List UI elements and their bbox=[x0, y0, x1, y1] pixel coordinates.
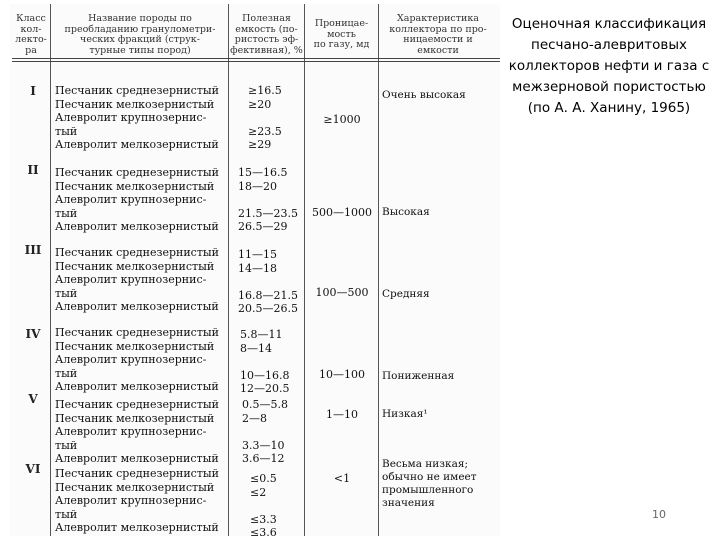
row-class-III: III bbox=[24, 243, 42, 257]
row-class-I: I bbox=[30, 84, 36, 98]
row-porosity: 11—15 14—18 16.8—21.5 20.5—26.5 bbox=[238, 248, 298, 316]
column-divider bbox=[50, 4, 51, 536]
row-porosity: 5.8—11 8—14 10—16.8 12—20.5 bbox=[240, 328, 290, 396]
header-permeability: Проницае- мость по газу, мд bbox=[313, 18, 370, 50]
header-class: Класс кол- лекто- ра bbox=[15, 13, 47, 56]
row-rock-list: Песчаник среднезернистый Песчаник мелкозернистый Алевролит крупнозернис- тый Алевролит мелкозернистый bbox=[55, 246, 220, 314]
page-number: 10 bbox=[652, 508, 666, 521]
row-class-V: V bbox=[28, 392, 38, 406]
header-rule bbox=[12, 58, 500, 59]
row-characteristic: Высокая bbox=[382, 206, 430, 218]
slide-title: Оценочная классификация песчано-алевритовых коллекторов нефти и газа с межзерновой пористостью (по А. А. Ханину, 1965) bbox=[508, 16, 710, 116]
row-characteristic: Пониженная bbox=[382, 370, 455, 382]
row-characteristic: Низкая¹ bbox=[382, 408, 428, 420]
row-rock-list: Песчаник среднезернистый Песчаник мелкозернистый Алевролит крупнозернис- тый Алевролит мелкозернистый bbox=[55, 84, 220, 152]
row-permeability: <1 bbox=[333, 472, 351, 485]
header-porosity: Полезная емкость (по- ристость эф- фективная), % bbox=[230, 13, 303, 56]
row-permeability: ≥1000 bbox=[323, 113, 361, 126]
row-permeability: 1—10 bbox=[326, 408, 358, 421]
header-characteristic: Характеристика коллектора по про- ницаемости и емкости bbox=[389, 13, 487, 56]
row-porosity: ≥16.5 ≥20 ≥23.5 ≥29 bbox=[248, 84, 282, 152]
row-characteristic: Весьма низкая; обычно не имеет промышленного значения bbox=[382, 458, 477, 509]
row-permeability: 500—1000 bbox=[312, 206, 372, 219]
column-divider bbox=[228, 4, 229, 536]
row-class-IV: IV bbox=[25, 327, 41, 341]
row-characteristic: Средняя bbox=[382, 288, 430, 300]
column-divider bbox=[378, 4, 379, 536]
row-characteristic: Очень высокая bbox=[382, 89, 466, 101]
row-permeability: 10—100 bbox=[319, 368, 365, 381]
row-rock-list: Песчаник среднезернистый Песчаник мелкозернистый Алевролит крупнозернис- тый Алевролит мелкозернистый bbox=[55, 166, 220, 234]
row-rock-list: Песчаник среднезернистый Песчаник мелкозернистый Алевролит крупнозернис- тый Алевролит мелкозернистый bbox=[55, 398, 220, 466]
row-permeability: 100—500 bbox=[315, 286, 369, 299]
row-class-VI: VI bbox=[25, 462, 41, 476]
header-rock-name: Название породы по преобладанию гранулометри- ческих фракций (струк- турные типы пород) bbox=[64, 13, 216, 56]
row-porosity: 15—16.5 18—20 21.5—23.5 26.5—29 bbox=[238, 166, 298, 234]
row-rock-list: Песчаник среднезернистый Песчаник мелкозернистый Алевролит крупнозернис- тый Алевролит мелкозернистый bbox=[55, 326, 220, 394]
row-class-II: II bbox=[27, 163, 39, 177]
row-porosity: ≤0.5 ≤2 ≤3.3 ≤3.6 bbox=[250, 472, 277, 540]
row-porosity: 0.5—5.8 2—8 3.3—10 3.6—12 bbox=[242, 398, 288, 466]
header-rule bbox=[12, 61, 500, 62]
row-rock-list: Песчаник среднезернистый Песчаник мелкозернистый Алевролит крупнозернис- тый Алевролит мелкозернистый bbox=[55, 467, 220, 535]
